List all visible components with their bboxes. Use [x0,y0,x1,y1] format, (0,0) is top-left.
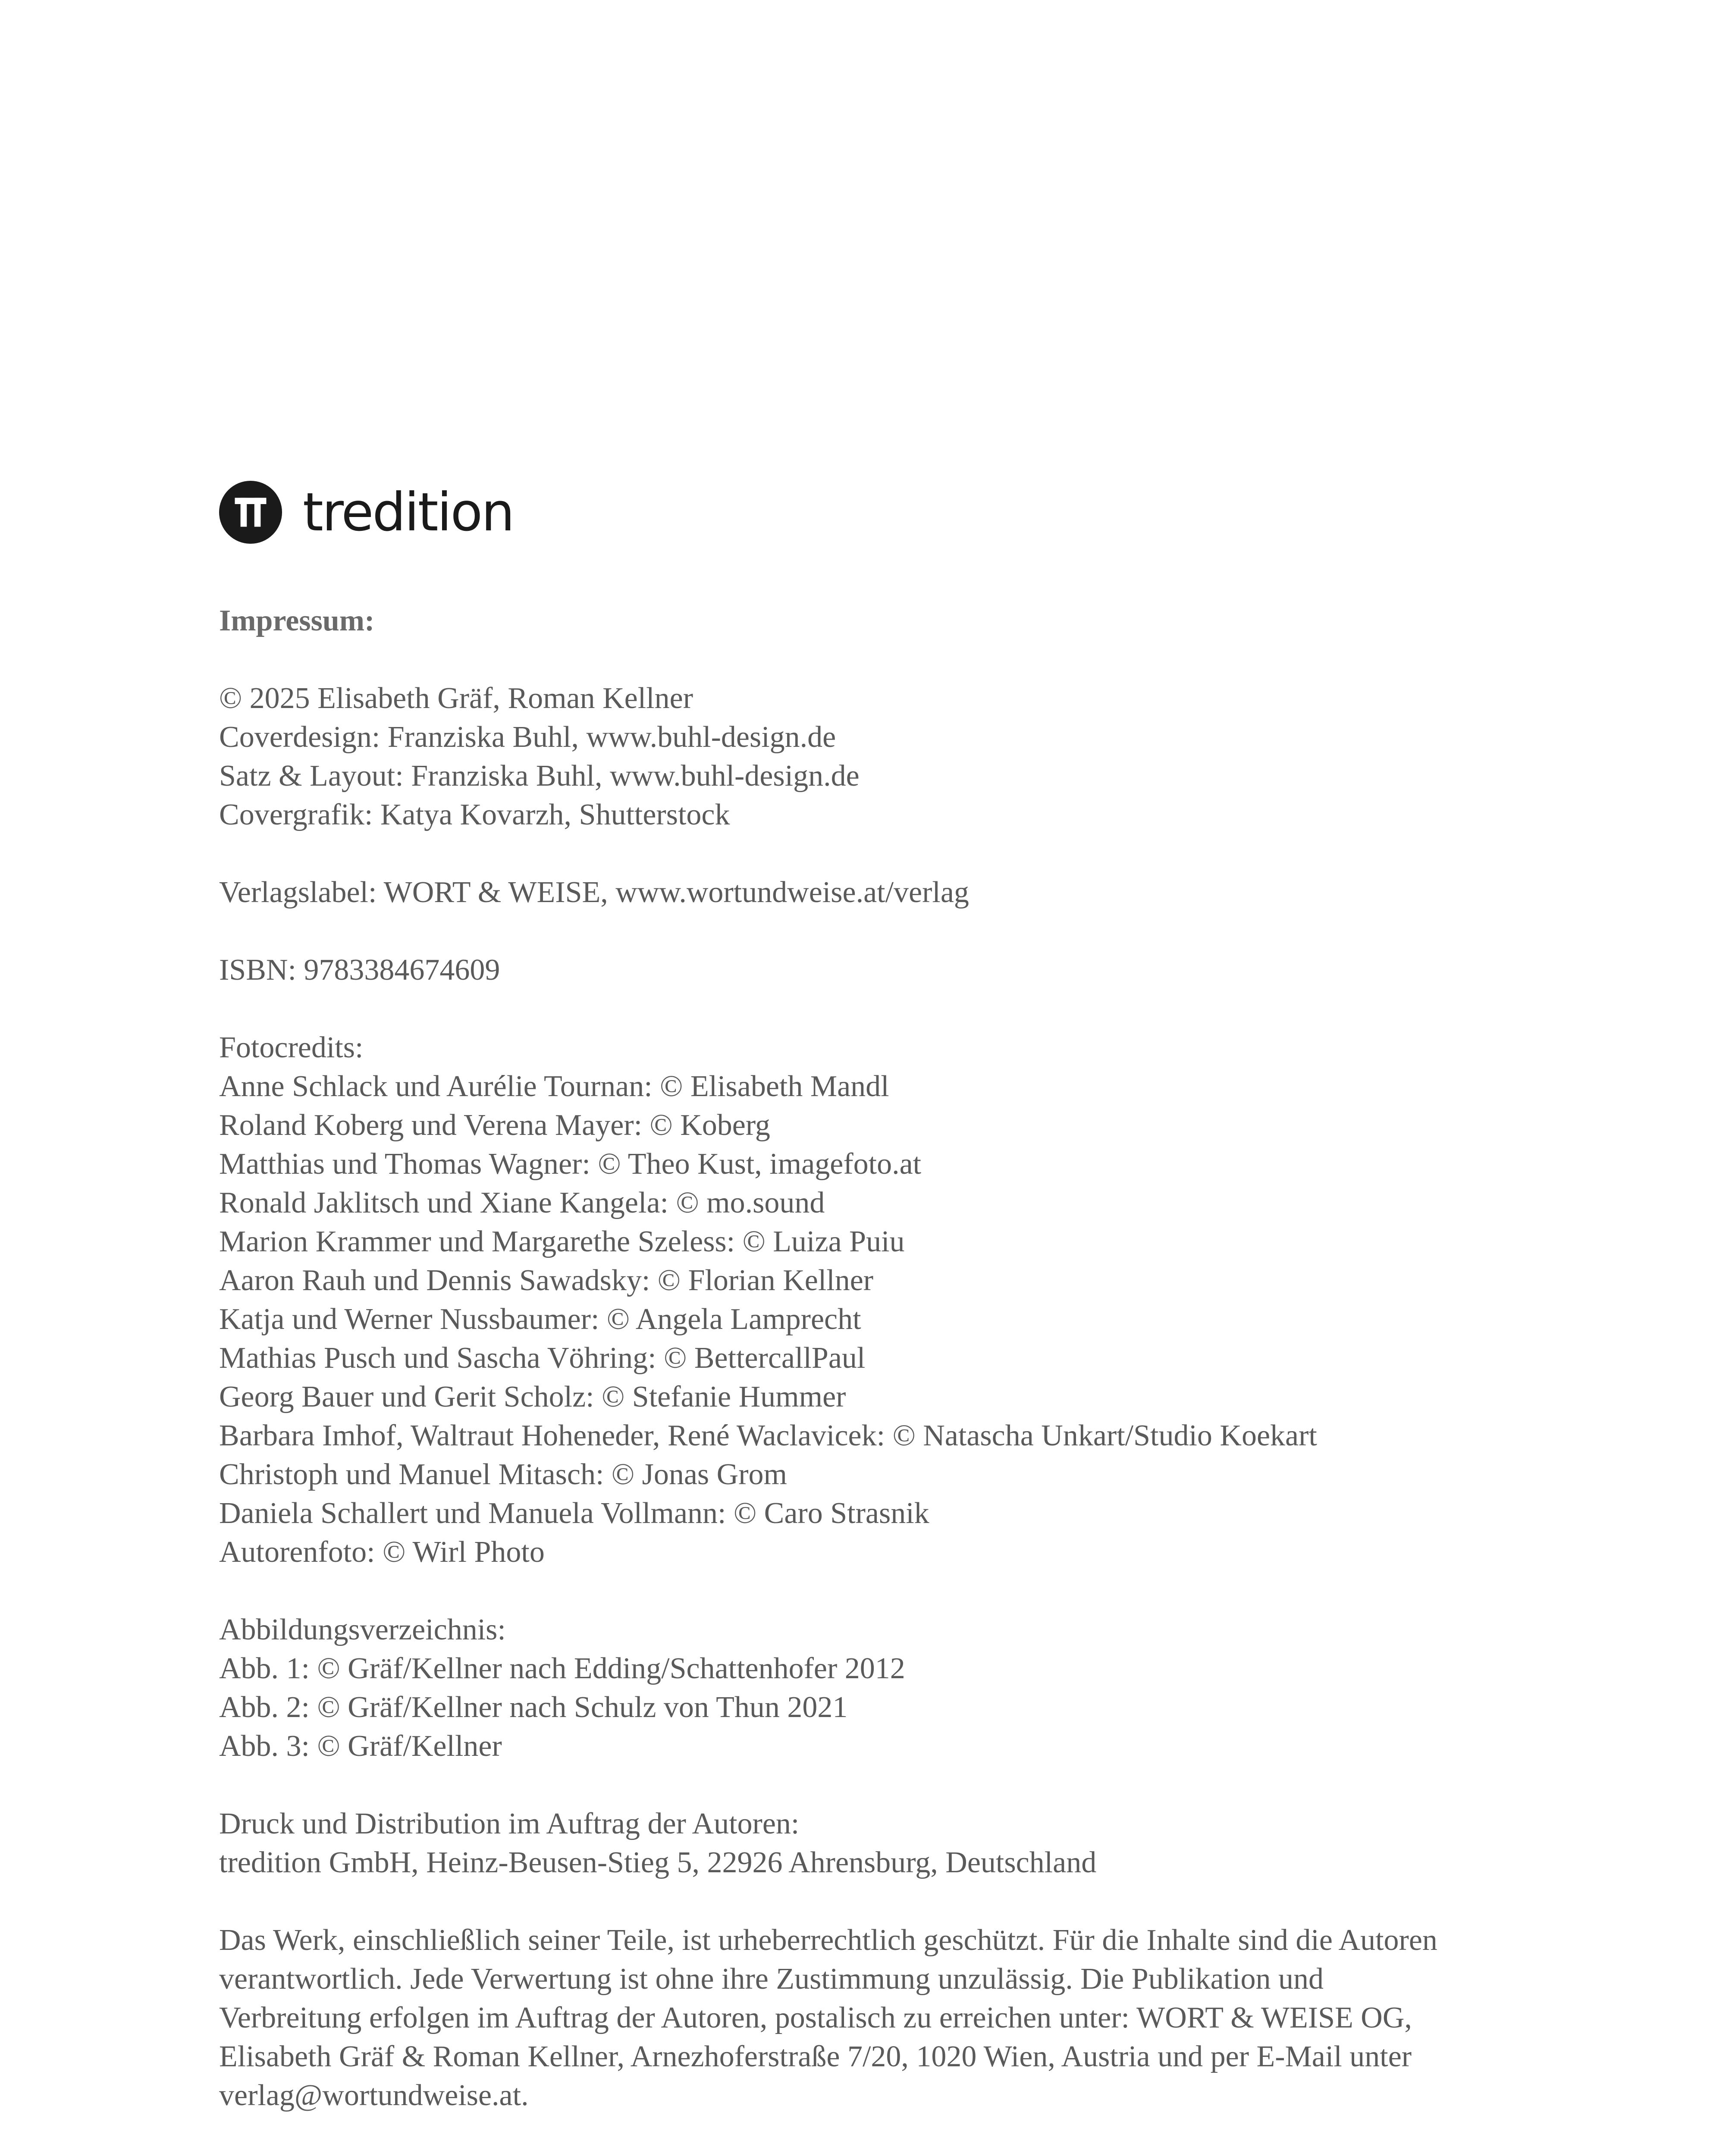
copyright-block [219,679,1513,834]
abbildung-line: Abb. 1: © Gräf/Kellner nach Edding/Schattenhofer 2012 [219,1652,905,1685]
druck-block [219,1805,1513,1882]
abbildung-line: Abb. 3: © Gräf/Kellner [219,1730,502,1763]
fotocredit-line: Marion Krammer und Margarethe Szeless: © Luiza Puiu [219,1225,905,1258]
notice-line: verantwortlich. Jede Verwertung ist ohne ihre Zustimmung unzulässig. Die Publikation und [219,1962,1324,1996]
notice-line: Das Werk, einschließlich seiner Teile, ist urheberrechtlich geschützt. Für die Inhalte sind die Autoren [219,1924,1437,1957]
fotocredit-line: Roland Koberg und Verena Mayer: © Koberg [219,1109,770,1142]
verlagslabel-line: Verlagslabel: WORT & WEISE, www.wortundweise.at/verlag [219,876,969,909]
fotocredit-line: Autorenfoto: © Wirl Photo [219,1536,545,1569]
copyright-line: © 2025 Elisabeth Gräf, Roman Kellner [219,682,693,715]
copyright-notice [219,1921,1513,2115]
fotocredit-line: Katja und Werner Nussbaumer: © Angela Lamprecht [219,1303,861,1336]
abbildungen-heading: Abbildungsverzeichnis: [219,1613,506,1646]
abbildung-line: Abb. 2: © Gräf/Kellner nach Schulz von Thun 2021 [219,1691,848,1724]
fotocredit-line: Daniela Schallert und Manuela Vollmann: © Caro Strasnik [219,1497,929,1530]
fotocredit-line: Matthias und Thomas Wagner: © Theo Kust, imagefoto.at [219,1147,922,1181]
publisher-logo [219,481,513,544]
abbildungen-block [219,1611,1513,1766]
notice-line: Elisabeth Gräf & Roman Kellner, Arnezhoferstraße 7/20, 1020 Wien, Austria und per E-Mail unter [219,2040,1412,2073]
notice-line: Verbreitung erfolgen im Auftrag der Autoren, postalisch zu erreichen unter: WORT & WEISE OG, [219,2001,1412,2034]
druck-heading: Druck und Distribution im Auftrag der Autoren: [219,1807,800,1840]
fotocredit-line: Ronald Jaklitsch und Xiane Kangela: © mo.sound [219,1186,825,1219]
fotocredit-line: Barbara Imhof, Waltraut Hoheneder, René Waclavicek: © Natascha Unkart/Studio Koekart [219,1419,1317,1452]
druck-address: tredition GmbH, Heinz-Beusen-Stieg 5, 22926 Ahrensburg, Deutschland [219,1846,1097,1879]
fotocredit-line: Georg Bauer und Gerit Scholz: © Stefanie Hummer [219,1380,846,1413]
covergrafik-line: Covergrafik: Katya Kovarzh, Shutterstock [219,798,730,831]
impressum-heading: Impressum: [219,604,375,637]
logo-wordmark: tredition [303,482,514,543]
isbn-line: ISBN: 9783384674609 [219,953,500,987]
fotocredit-line: Christoph und Manuel Mitasch: © Jonas Grom [219,1458,787,1491]
coverdesign-line: Coverdesign: Franziska Buhl, www.buhl-design.de [219,721,836,754]
fotocredit-line: Mathias Pusch und Sascha Vöhring: © BettercallPaul [219,1341,866,1375]
tredition-logo-icon [219,481,282,544]
fotocredit-line: Aaron Rauh und Dennis Sawadsky: © Florian Kellner [219,1264,874,1297]
fotocredits-block [219,1028,1513,1572]
fotocredits-heading: Fotocredits: [219,1031,364,1064]
fotocredit-line: Anne Schlack und Aurélie Tournan: © Elisabeth Mandl [219,1070,889,1103]
notice-line: verlag@wortundweise.at. [219,2079,529,2112]
impressum-content [219,602,1513,2115]
layout-line: Satz & Layout: Franziska Buhl, www.buhl-design.de [219,759,860,793]
